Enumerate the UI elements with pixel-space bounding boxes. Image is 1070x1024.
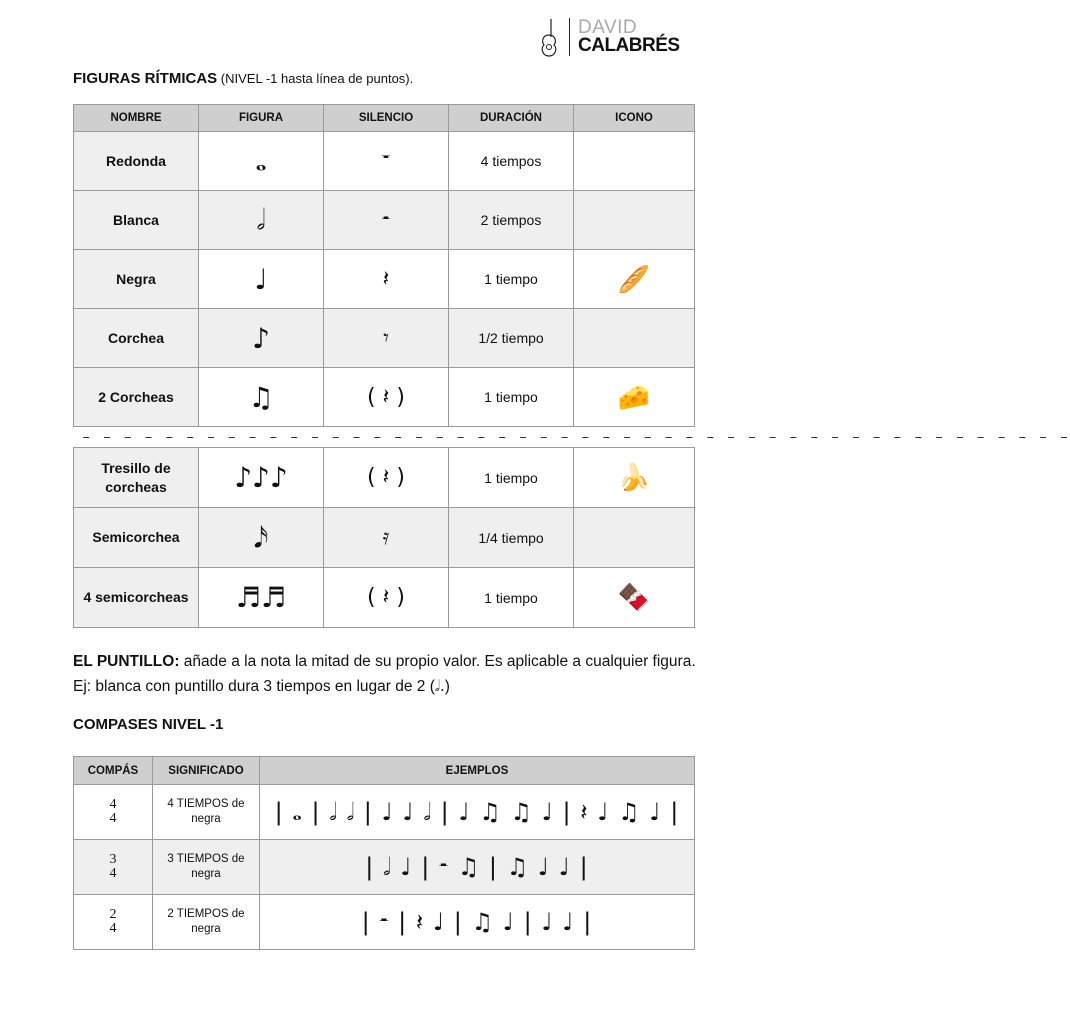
- table-row: [74, 191, 695, 250]
- table-header-row: [74, 757, 695, 785]
- figure-name: Tresillo de corcheas: [74, 448, 199, 508]
- figure-name: 4 semicorcheas: [74, 568, 199, 628]
- duration: 1 tiempo: [449, 448, 574, 508]
- figure-symbol: ♩: [199, 250, 324, 309]
- compases-title: COMPASES NIVEL -1: [73, 716, 224, 733]
- figure-name: Corchea: [74, 309, 199, 368]
- time-signature-numerator: 2: [109, 907, 117, 922]
- time-signature: [74, 895, 153, 950]
- meaning: 3 TIEMPOS de negra: [153, 840, 260, 895]
- chocolate-icon: 🍫: [574, 568, 695, 628]
- rhythm-figures-table: [73, 104, 695, 427]
- time-signature-denominator: 4: [109, 866, 117, 881]
- figure-symbol: ♫: [199, 368, 324, 427]
- duration: 4 tiempos: [449, 132, 574, 191]
- duration: 1 tiempo: [449, 568, 574, 628]
- banana-icon: 🍌: [574, 448, 695, 508]
- examples: | 𝅗𝅥 ♩ | 𝄼 ♫ | ♫ ♩ ♩ |: [260, 840, 695, 895]
- table-row: [74, 250, 695, 309]
- table-header-row: [74, 105, 695, 132]
- header-compas: COMPÁS: [74, 757, 153, 785]
- header-significado: SIGNIFICADO: [153, 757, 260, 785]
- duration: 1 tiempo: [449, 368, 574, 427]
- time-signature: [74, 785, 153, 840]
- time-signature-numerator: 3: [109, 852, 117, 867]
- header-figura: FIGURA: [199, 105, 324, 132]
- rest-symbol: 𝄽: [324, 250, 449, 309]
- duration: 1/2 tiempo: [449, 309, 574, 368]
- rest-symbol: ( 𝄽 ): [324, 368, 449, 427]
- meaning: 4 TIEMPOS de negra: [153, 785, 260, 840]
- figure-symbol: ♪♪♪: [199, 448, 324, 508]
- page-title: [73, 70, 413, 87]
- page-title-bold: FIGURAS RÍTMICAS: [73, 70, 218, 87]
- brand-logo: [537, 16, 680, 58]
- rhythm-figures-table-advanced: [73, 447, 695, 628]
- time-signatures-table: [73, 756, 695, 950]
- rest-symbol: ( 𝄽 ): [324, 568, 449, 628]
- table-row: [74, 840, 695, 895]
- header-nombre: NOMBRE: [74, 105, 199, 132]
- header-duracion: DURACIÓN: [449, 105, 574, 132]
- figure-name: Negra: [74, 250, 199, 309]
- rest-symbol: 𝄼: [324, 191, 449, 250]
- time-signature: [74, 840, 153, 895]
- bread-icon: 🥖: [574, 250, 695, 309]
- cheese-icon: 🧀: [574, 368, 695, 427]
- logo-last-name: CALABRÉS: [578, 35, 680, 56]
- time-signature-numerator: 4: [109, 797, 117, 812]
- rest-symbol: 𝄻: [324, 132, 449, 191]
- time-signature-denominator: 4: [109, 811, 117, 826]
- table-row: [74, 448, 695, 508]
- examples: | 𝅝 | 𝅗𝅥 𝅗𝅥 | ♩ ♩ 𝅗𝅥 | ♩ ♫ ♫ ♩ | 𝄽 ♩ ♫ ♩ |: [260, 785, 695, 840]
- figure-name: 2 Corcheas: [74, 368, 199, 427]
- figure-icon: [574, 309, 695, 368]
- puntillo-label: EL PUNTILLO:: [73, 653, 180, 670]
- table-row: [74, 568, 695, 628]
- figure-icon: [574, 132, 695, 191]
- figure-symbol: ♬♬: [199, 568, 324, 628]
- dotted-half-note-icon: 𝅗𝅥.: [434, 677, 445, 695]
- table-row: [74, 309, 695, 368]
- figure-name: Blanca: [74, 191, 199, 250]
- header-silencio: SILENCIO: [324, 105, 449, 132]
- logo-first-name: DAVID: [578, 17, 638, 38]
- puntillo-close: ): [444, 678, 450, 695]
- table-row: [74, 508, 695, 568]
- logo-text: [578, 19, 680, 55]
- table-row: [74, 132, 695, 191]
- rest-symbol: 𝄾: [324, 309, 449, 368]
- table-row: [74, 895, 695, 950]
- logo-divider: [569, 18, 570, 56]
- figure-icon: [574, 191, 695, 250]
- header-icono: ICONO: [574, 105, 695, 132]
- figure-name: Semicorchea: [74, 508, 199, 568]
- table-row: [74, 368, 695, 427]
- table-row: [74, 785, 695, 840]
- meaning: 2 TIEMPOS de negra: [153, 895, 260, 950]
- rest-symbol: 𝄿: [324, 508, 449, 568]
- dotted-line-separator: – – – – – – – – – – – – – – – – – – – – – – – – – – – – – – – – – – – – – – – – – – – – – – – –: [82, 430, 1070, 446]
- guitar-icon: [537, 17, 561, 57]
- figure-name: Redonda: [74, 132, 199, 191]
- time-signature-denominator: 4: [109, 921, 117, 936]
- figure-symbol: 𝅝: [199, 132, 324, 191]
- rest-symbol: ( 𝄽 ): [324, 448, 449, 508]
- duration: 1/4 tiempo: [449, 508, 574, 568]
- figure-symbol: ♪: [199, 309, 324, 368]
- puntillo-paragraph: [73, 650, 703, 699]
- figure-symbol: 𝅘𝅥𝅯: [199, 508, 324, 568]
- duration: 2 tiempos: [449, 191, 574, 250]
- figure-symbol: 𝅗𝅥: [199, 191, 324, 250]
- puntillo-text: añade a la nota la mitad de su propio valor. Es aplicable a cualquier figura. Ej: blanca con puntillo dura 3 tiempos en lugar de 2 (: [73, 653, 696, 695]
- figure-icon: [574, 508, 695, 568]
- duration: 1 tiempo: [449, 250, 574, 309]
- examples: | 𝄼 | 𝄽 ♩ | ♫ ♩ | ♩ ♩ |: [260, 895, 695, 950]
- header-ejemplos: EJEMPLOS: [260, 757, 695, 785]
- page-title-subtitle: (NIVEL -1 hasta línea de puntos).: [217, 71, 414, 86]
